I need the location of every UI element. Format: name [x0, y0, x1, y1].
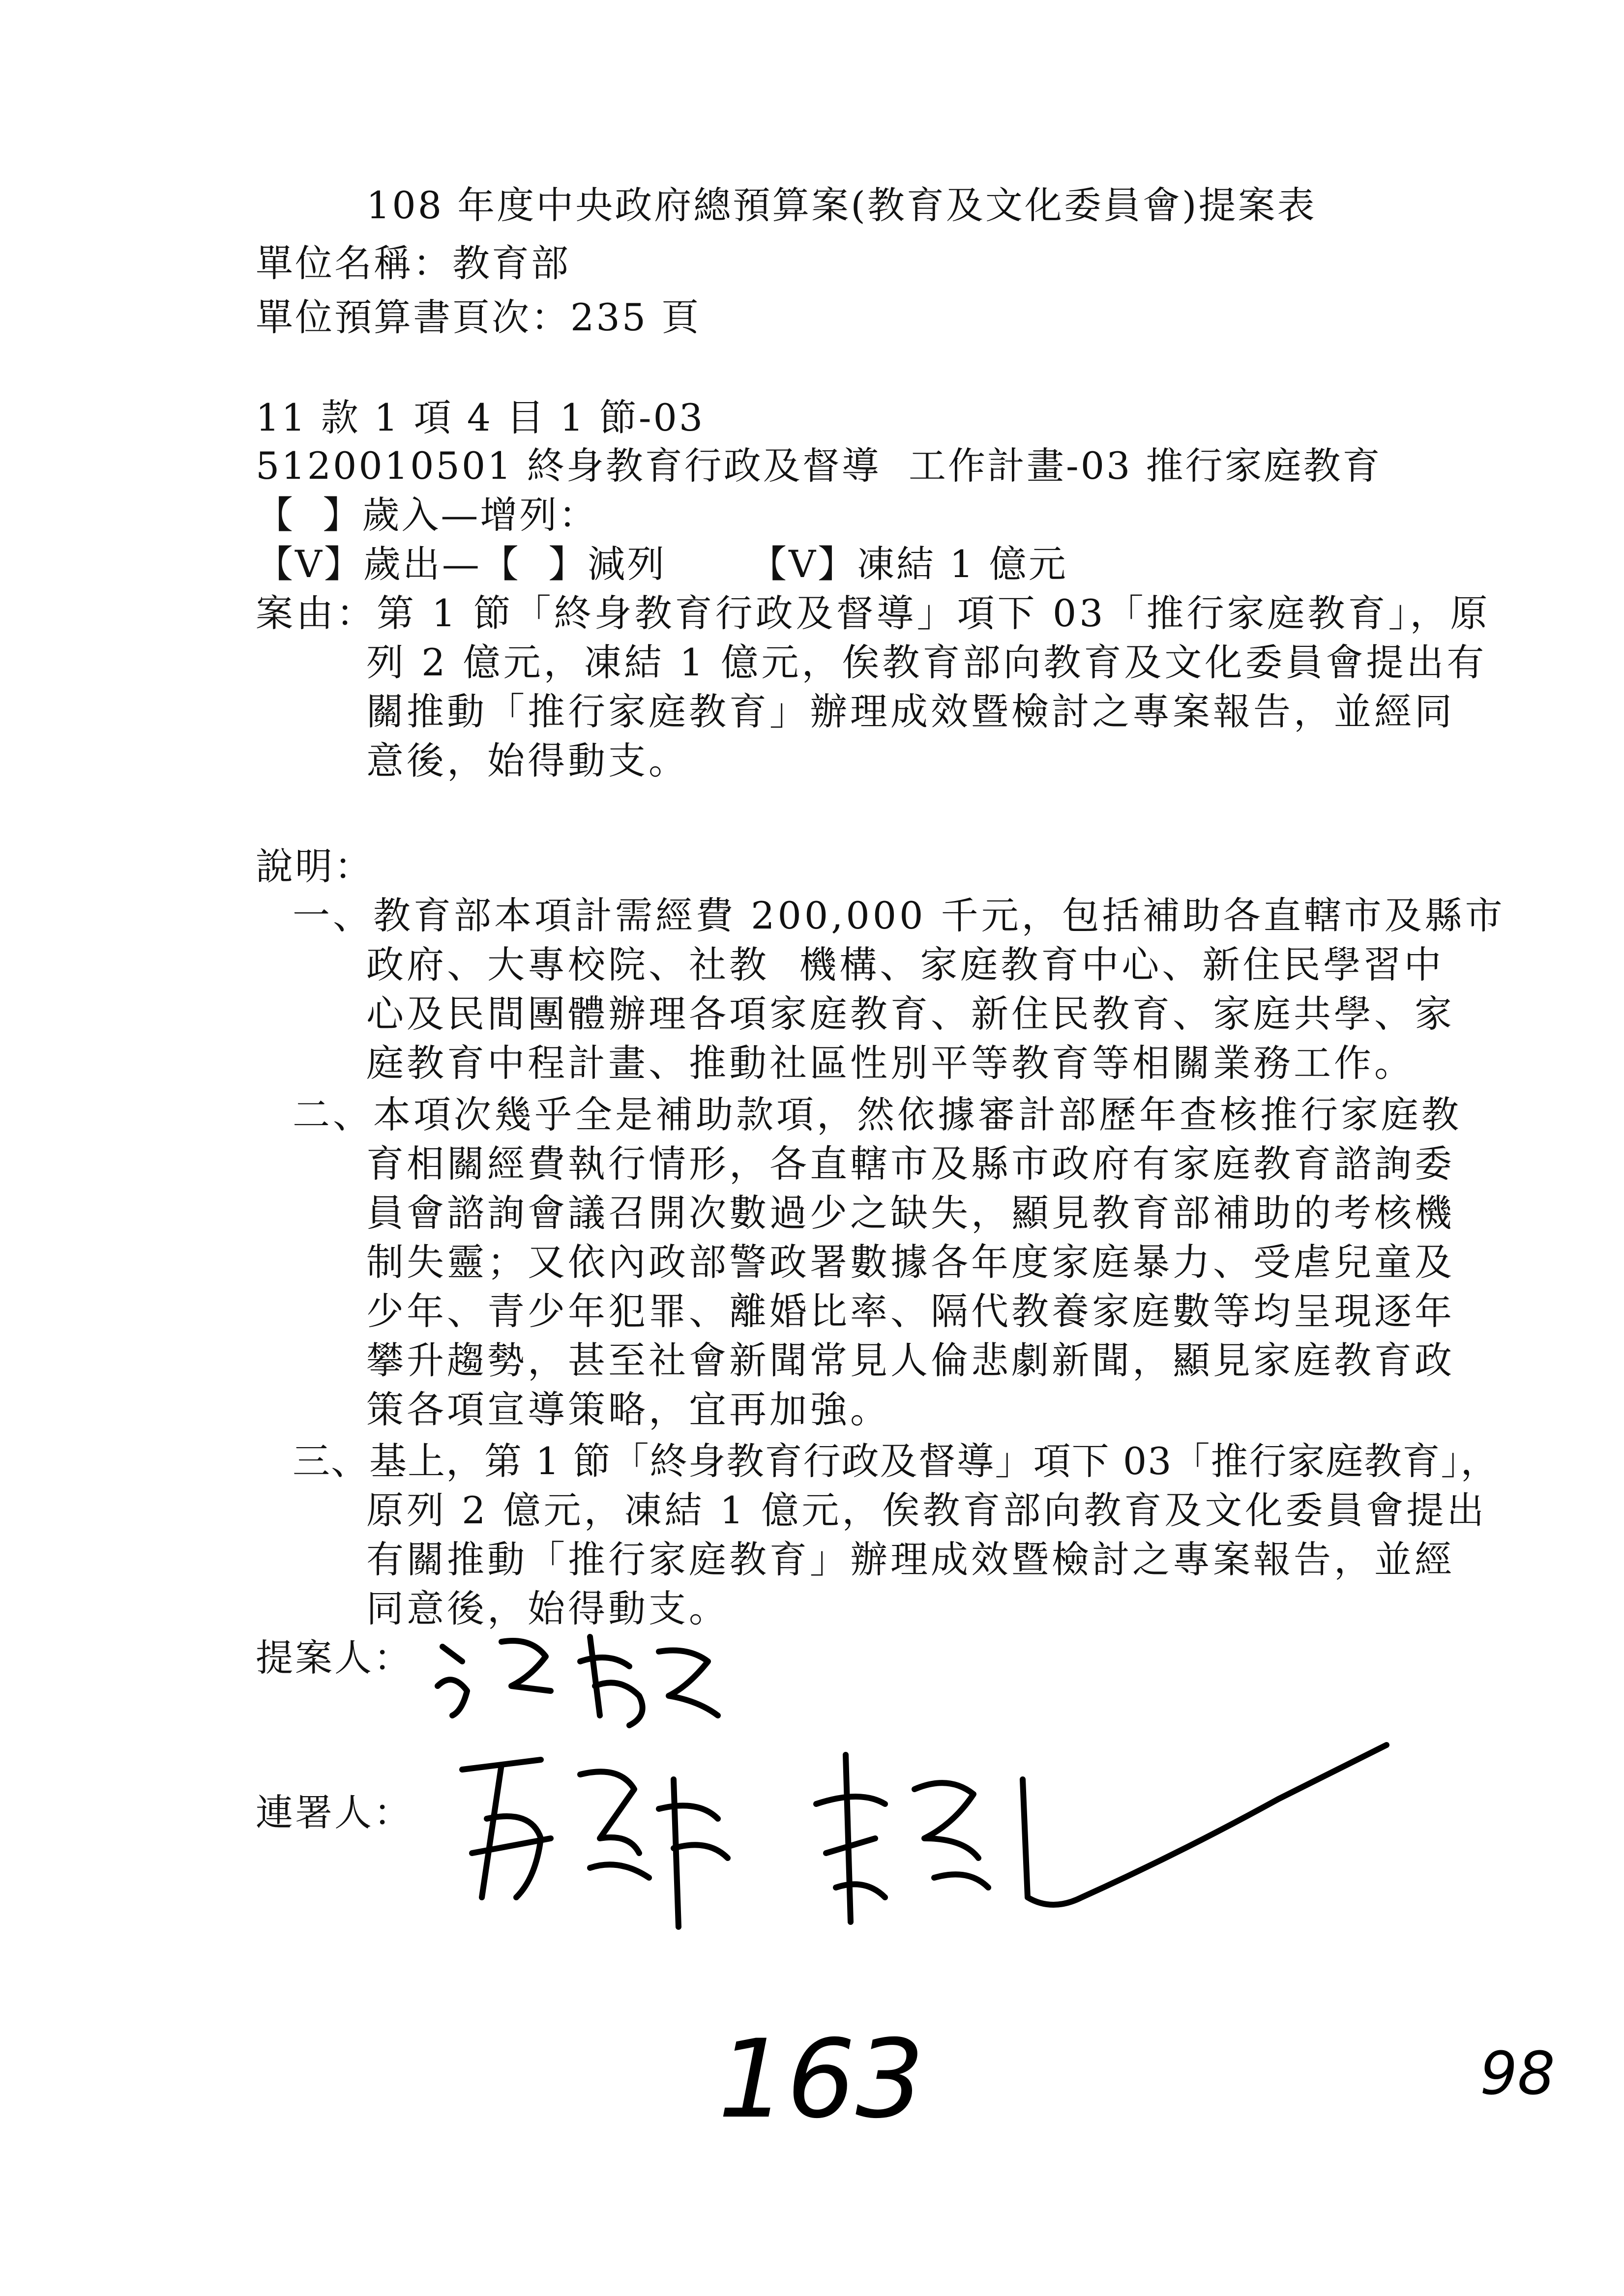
explanation-line: 原列 2 億元，凍結 1 億元，俟教育部向教育及文化委員會提出 — [366, 1488, 1487, 1532]
explanation-line: 同意後，始得動支。 — [366, 1587, 729, 1630]
item-code: 11 款 1 項 4 目 1 節-03 — [256, 396, 705, 439]
explanation-label: 說明： — [256, 844, 374, 888]
expenditure-line: 【V】歲出—【 】減列 【V】凍結 1 億元 — [256, 542, 1068, 586]
corner-number: 98 — [1480, 2040, 1555, 2108]
explanation-line: 庭教育中程計畫、推動社區性別平等教育等相關業務工作。 — [366, 1041, 1415, 1085]
reason-line: 意後，始得動支。 — [366, 739, 689, 783]
explanation-line: 制失靈；又依內政部警政署數據各年度家庭暴力、受虐兒童及 — [366, 1240, 1455, 1284]
unit-name: 單位名稱：教育部 — [256, 241, 570, 285]
explanation-line: 有關推動「推行家庭教育」辦理成效暨檢討之專案報告，並經 — [366, 1538, 1455, 1581]
budget-page: 單位預算書頁次：235 頁 — [256, 295, 701, 339]
explanation-line: 育相關經費執行情形，各直轄市及縣市政府有家庭教育諮詢委 — [366, 1142, 1455, 1186]
explanation-line: 政府、大專校院、社教 機構、家庭教育中心、新住民學習中 — [366, 943, 1445, 987]
reason-line: 案由：第 1 節「終身教育行政及督導」項下 03「推行家庭教育」，原 — [256, 591, 1491, 635]
explanation-line: 一、教育部本項計需經費 200,000 千元，包括補助各直轄市及縣市 — [293, 894, 1506, 937]
explanation-line: 二、本項次幾乎全是補助款項，然依據審計部歷年查核推行家庭教 — [293, 1093, 1462, 1136]
proposer-label: 提案人： — [256, 1636, 413, 1680]
explanation-line: 攀升趨勢，甚至社會新聞常見人倫悲劇新聞，顯見家庭教育政 — [366, 1338, 1455, 1382]
plan-line: 5120010501 終身教育行政及督導 工作計畫-03 推行家庭教育 — [256, 444, 1382, 488]
cosigner-signature — [443, 1691, 1401, 1966]
explanation-line: 少年、青少年犯罪、離婚比率、隔代教養家庭數等均呈現逐年 — [366, 1289, 1455, 1333]
document-title: 108 年度中央政府總預算案(教育及文化委員會)提案表 — [366, 183, 1317, 227]
page-number: 163 — [718, 2016, 924, 2142]
explanation-line: 心及民間團體辦理各項家庭教育、新住民教育、家庭共學、家 — [366, 992, 1455, 1036]
revenue-line: 【 】歲入—增列： — [256, 493, 598, 537]
reason-line: 列 2 億元，凍結 1 億元，俟教育部向教育及文化委員會提出有 — [366, 640, 1487, 684]
reason-line: 關推動「推行家庭教育」辦理成效暨檢討之專案報告，並經同 — [366, 690, 1455, 733]
explanation-line: 策各項宣導策略，宜再加強。 — [366, 1388, 890, 1431]
explanation-line: 三、基上，第 1 節「終身教育行政及督導」項下 03「推行家庭教育」， — [293, 1439, 1499, 1483]
explanation-line: 員會諮詢會議召開次數過少之缺失，顯見教育部補助的考核機 — [366, 1191, 1455, 1235]
cosigner-label: 連署人： — [256, 1791, 413, 1834]
